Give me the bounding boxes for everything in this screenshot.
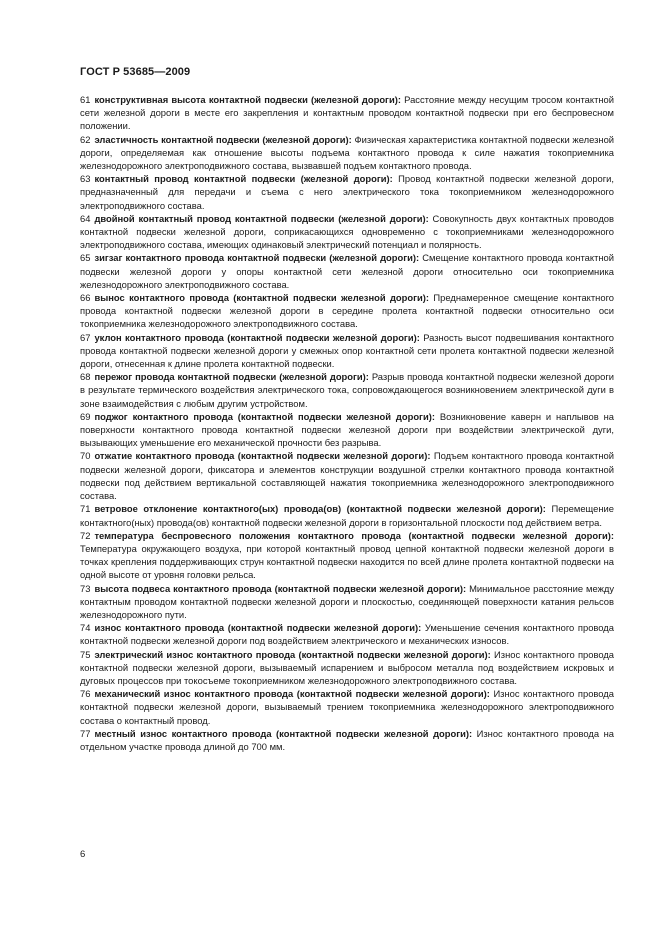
term-entry [80, 648, 614, 688]
term-number: 62 [80, 133, 91, 145]
term-name: поджог контактного провода (контактной подвески железной дороги): [94, 410, 435, 422]
term-definition: Возникновение каверн и наплывов на поверхности контактного провода контактной подвески железной дороги при воздействии электрической дуги, вызывающих уменьшение его механической прочности без разрыва. [80, 410, 614, 449]
term-entry [80, 727, 614, 753]
term-number: 68 [80, 371, 91, 383]
term-name: контактный провод контактной подвески (железной дороги): [94, 173, 393, 185]
term-name: высота подвеса контактного провода (контактной подвески железной дороги): [94, 582, 467, 594]
term-name: конструктивная высота контактной подвески (железной дороги): [94, 94, 401, 105]
term-name: эластичность контактной подвески (железной дороги): [94, 133, 352, 145]
term-entry [80, 172, 614, 212]
term-number: 73 [80, 582, 91, 594]
page-number: 6 [80, 849, 86, 860]
term-entry [80, 291, 614, 331]
term-definition: Преднамеренное смещение контактного провода контактной подвески железной дороги в середине пролета контактной подвески относительно оси токоприемника железнодорожного электроподвижного состава. [80, 292, 614, 330]
term-definition: Температура окружающего воздуха, при которой контактный провод цепной контактной подвески железной дороги в точках крепления поддерживающих струн контактной подвески находится по всей длине пролета контактной подвески на одной высоте от уровня головки рельса. [80, 542, 614, 581]
term-entry [80, 251, 614, 291]
term-name: электрический износ контактного провода (контактной подвески железной дороги): [94, 648, 491, 660]
term-number: 70 [80, 450, 91, 462]
term-number: 61 [80, 94, 91, 105]
term-entry [80, 370, 614, 410]
term-entry [80, 502, 614, 528]
term-definition: Уменьшение сечения контактного провода контактной подвески железной дороги под воздействием электрического и механических износов. [80, 622, 614, 647]
term-name: местный износ контактного провода (контактной подвески железной дороги): [94, 727, 473, 739]
term-number: 71 [80, 503, 91, 515]
term-name: температура беспровесного положения контактного провода (контактной подвески железной дороги): [94, 529, 614, 541]
term-entry [80, 212, 614, 252]
term-name: вынос контактного провода (контактной подвески железной дороги): [94, 292, 430, 304]
term-name: износ контактного провода (контактной подвески железной дороги): [94, 622, 422, 634]
term-name: механический износ контактного провода (контактной подвески железной дороги): [94, 688, 490, 700]
term-entry [80, 621, 614, 647]
term-number: 65 [80, 252, 91, 264]
term-definition: Совокупность двух контактных проводов контактной подвески железной дороги, соприкасающихся одновременно с токоприемниками железнодорожного электроподвижного состава, имеющих одинаковый электрический потенциал и полярность. [80, 212, 614, 251]
term-definition: Провод контактной подвески железной дороги, предназначенный для передачи и съема с него электрического тока токоприемником железнодорожного электроподвижного состава. [80, 173, 615, 211]
term-entry [80, 133, 614, 173]
page-header-doc-id: ГОСТ Р 53685—2009 [80, 66, 191, 78]
term-name: уклон контактного провода (контактной подвески железной дороги): [94, 331, 420, 343]
term-definition: Физическая характеристика контактной подвески железной дороги, определяемая как отношение высоты подъема контактного провода к силе нажатия токоприемника железнодорожного электроподвижного состава, вызвавшей подъем контактного провода. [80, 133, 615, 172]
term-number: 63 [80, 173, 91, 185]
term-entry [80, 410, 614, 450]
term-definition: Смещение контактного провода контактной подвески железной дороги у опоры контактной сети железной дороги относительно оси токоприемника железнодорожного электроподвижного состава. [80, 252, 615, 290]
term-number: 66 [80, 292, 91, 304]
term-definition: Разность высот подвешивания контактного провода контактной подвески железной дороги у смежных опор контактной сети пролета контактной подвески железной дороги, отнесенная к длине пролета контактной подвески. [80, 331, 614, 370]
term-name: пережог провода контактной подвески (железной дороги): [94, 371, 369, 383]
term-number: 77 [80, 727, 91, 739]
term-definition: Перемещение контактного(ных) провода(ов) контактной подвески железной дороги в горизонтальной плоскости под действием ветра. [80, 503, 614, 528]
term-name: ветровое отклонение контактного(ых) провода(ов) (контактной подвески железной дороги): [94, 503, 546, 515]
term-definition: Износ контактного провода контактной подвески железной дороги, вызываемый трением токоприемника железнодорожного электроподвижного состава о контактный провод. [80, 688, 614, 726]
term-name: зигзаг контактного провода контактной подвески (железной дороги): [94, 252, 420, 264]
term-name: отжатие контактного провода (контактной подвески железной дороги): [94, 450, 431, 462]
term-definition: Разрыв провода контактной подвески железной дороги в результате термического воздействия электрического тока, сопровождающегося возникновением электрической дуги в зоне взаимодействия с любым другим устройством. [80, 371, 614, 409]
terms-list [80, 93, 614, 753]
term-entry [80, 529, 614, 582]
term-number: 74 [80, 622, 91, 634]
term-definition: Минимальное расстояние между контактным проводом контактной подвески железной дороги и плоскостью, соединяющей поверхности катания рельсов железнодорожного пути. [80, 582, 615, 620]
term-number: 72 [80, 529, 91, 541]
term-entry [80, 93, 614, 133]
term-number: 64 [80, 212, 91, 224]
term-number: 69 [80, 410, 91, 422]
term-name: двойной контактный провод контактной подвески (железной дороги): [94, 212, 429, 224]
term-definition: Износ контактного провода на отдельном участке провода длиной до 700 мм. [80, 727, 614, 752]
term-entry [80, 582, 614, 622]
term-entry [80, 687, 614, 727]
term-entry [80, 449, 614, 502]
term-number: 67 [80, 331, 91, 343]
term-definition: Расстояние между несущим тросом контактной сети железной дороги в месте его закрепления и контактным проводом контактной подвески при его беспровесном положении. [80, 94, 614, 132]
term-definition: Подъем контактного провода контактной подвески железной дороги, фиксатора и элементов конструкции воздушной стрелки контактного провода контактной подвески под действием вертикальной составляющей нажатия токоприемника железнодорожного электроподвижного состава. [80, 450, 614, 502]
term-definition: Износ контактного провода контактной подвески железной дороги, вызываемый испарением и выбросом металла под воздействием искровых и дуговых процессов при токосъеме токоприемником железнодорожного электроподвижного состава. [80, 648, 615, 686]
term-entry [80, 331, 614, 371]
term-number: 76 [80, 688, 91, 700]
term-number: 75 [80, 648, 91, 660]
